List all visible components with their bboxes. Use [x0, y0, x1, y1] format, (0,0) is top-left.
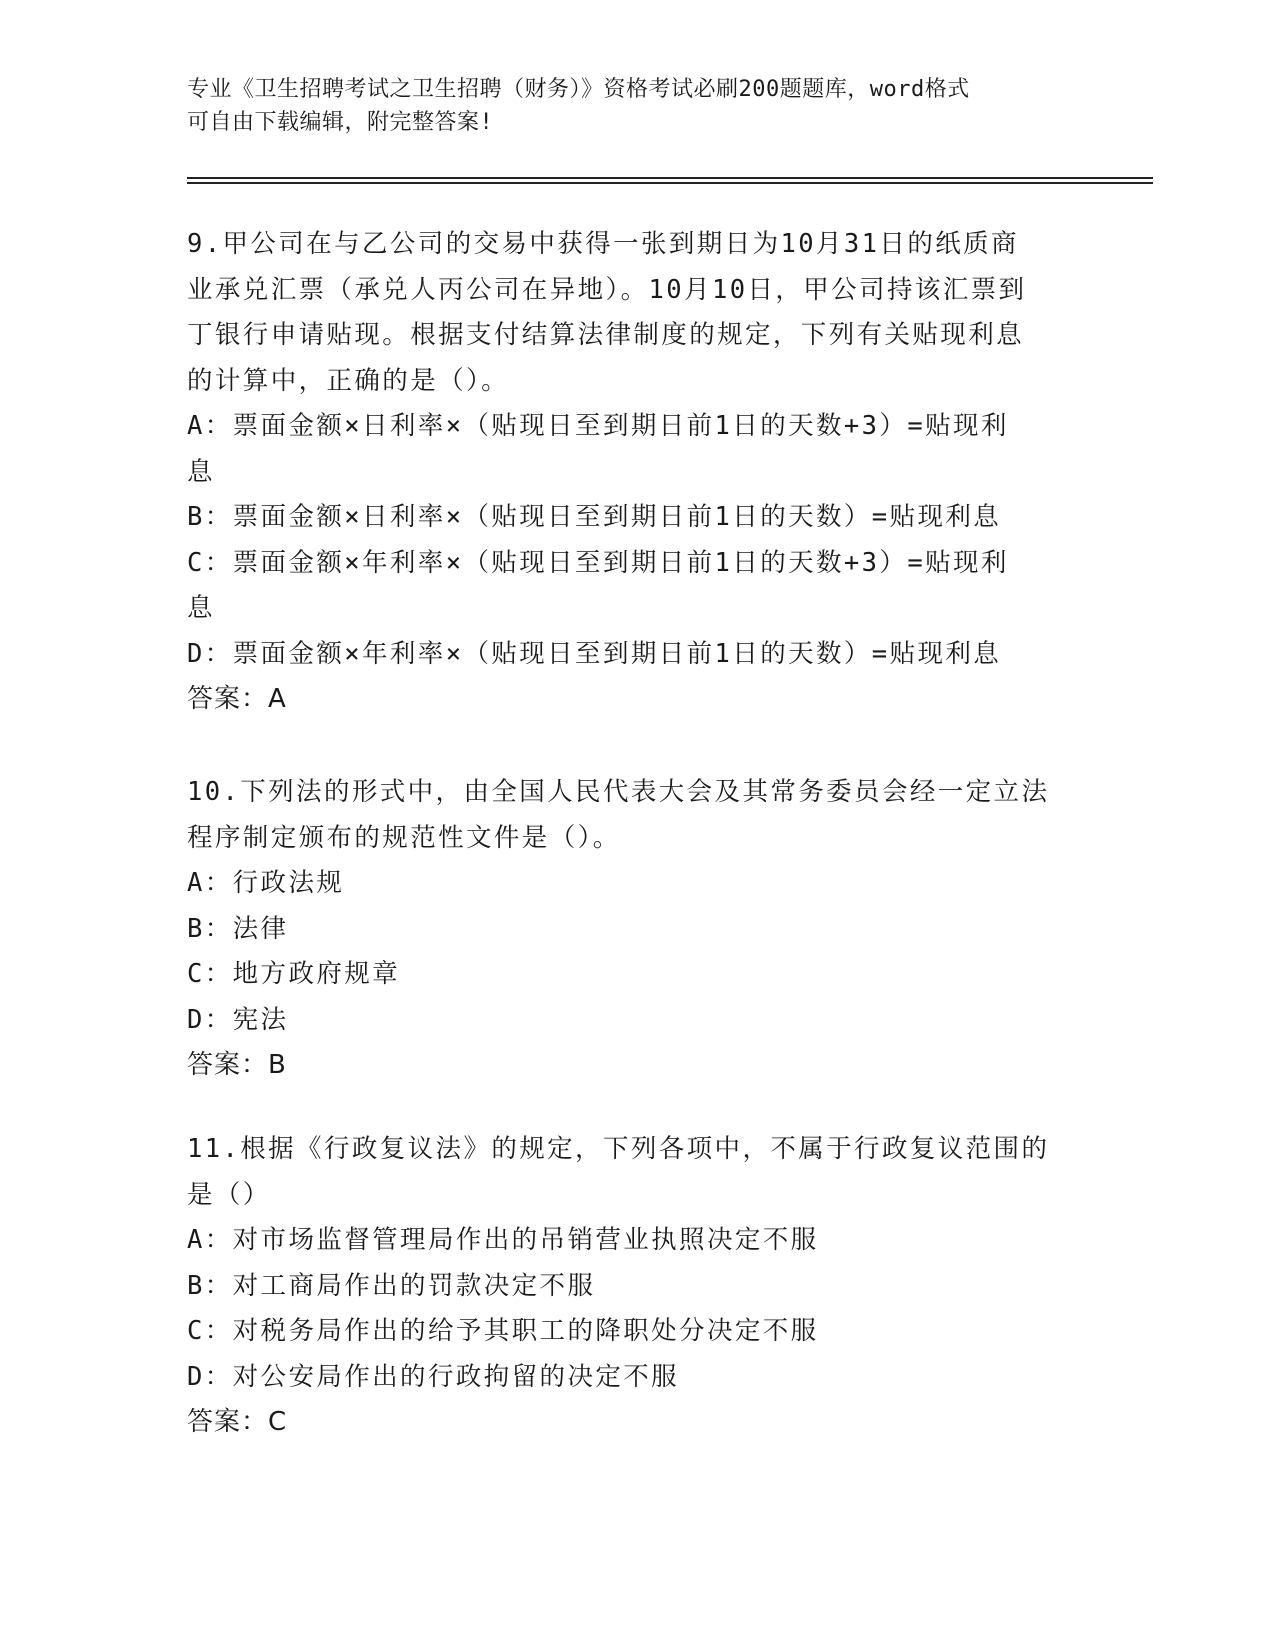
option-line: 息 — [187, 593, 215, 623]
question-stem-line: 业承兑汇票（承兑人丙公司在异地）。10月10日，甲公司持该汇票到 — [187, 274, 1027, 305]
option-line: D：票面金额×年利率×（贴现日至到期日前1日的天数）=贴现利息 — [187, 638, 1002, 669]
option-a: A：行政法规 — [187, 868, 345, 898]
question-11 — [187, 1127, 1087, 1446]
option-b: B：法律 — [187, 913, 289, 944]
option-b: B：对工商局作出的罚款决定不服 — [187, 1270, 596, 1301]
question-stem-line: 9.甲公司在与乙公司的交易中获得一张到期日为10月31日的纸质商 — [187, 229, 1019, 259]
header-divider-top — [187, 177, 1153, 179]
header-divider-bottom — [187, 182, 1153, 184]
option-c: C：对税务局作出的给予其职工的降职处分决定不服 — [187, 1316, 819, 1346]
question-stem-line: 的计算中，正确的是（）。 — [187, 365, 510, 396]
answer-label: 答案：B — [187, 1050, 287, 1080]
option-d — [187, 632, 1087, 678]
option-line: A：票面金额×日利率×（贴现日至到期日前1日的天数+3）=贴现利 — [187, 411, 1009, 441]
header-line-1: 专业《卫生招聘考试之卫生招聘（财务）》资格考试必刷200题题库，word格式 — [187, 77, 970, 102]
question-stem-line: 丁银行申请贴现。根据支付结算法律制度的规定，下列有关贴现利息 — [187, 320, 1025, 350]
option-a — [187, 404, 1087, 495]
document-header — [187, 73, 1067, 139]
header-line-2: 可自由下载编辑，附完整答案! — [187, 110, 494, 135]
option-a: A：对市场监督管理局作出的吊销营业执照决定不服 — [187, 1225, 819, 1255]
question-stem-line: 11.根据《行政复议法》的规定，下列各项中，不属于行政复议范围的 — [187, 1134, 1050, 1164]
option-d: D：宪法 — [187, 1004, 289, 1035]
question-stem-line: 是（） — [187, 1179, 271, 1210]
option-c — [187, 541, 1087, 632]
option-line: B：票面金额×日利率×（贴现日至到期日前1日的天数）=贴现利息 — [187, 502, 1002, 532]
answer-label: 答案：A — [187, 684, 287, 714]
answer-label: 答案：C — [187, 1407, 288, 1437]
option-line: 息 — [187, 456, 215, 487]
option-c: C：地方政府规章 — [187, 959, 401, 989]
question-10 — [187, 770, 1087, 1089]
question-stem-line: 10.下列法的形式中，由全国人民代表大会及其常务委员会经一定立法 — [187, 777, 1050, 807]
option-line: C：票面金额×年利率×（贴现日至到期日前1日的天数+3）=贴现利 — [187, 547, 1009, 578]
question-9 — [187, 222, 1087, 723]
option-d: D：对公安局作出的行政拘留的决定不服 — [187, 1361, 680, 1392]
option-b — [187, 495, 1087, 541]
question-stem-line: 程序制定颁布的规范性文件是（）。 — [187, 822, 621, 853]
